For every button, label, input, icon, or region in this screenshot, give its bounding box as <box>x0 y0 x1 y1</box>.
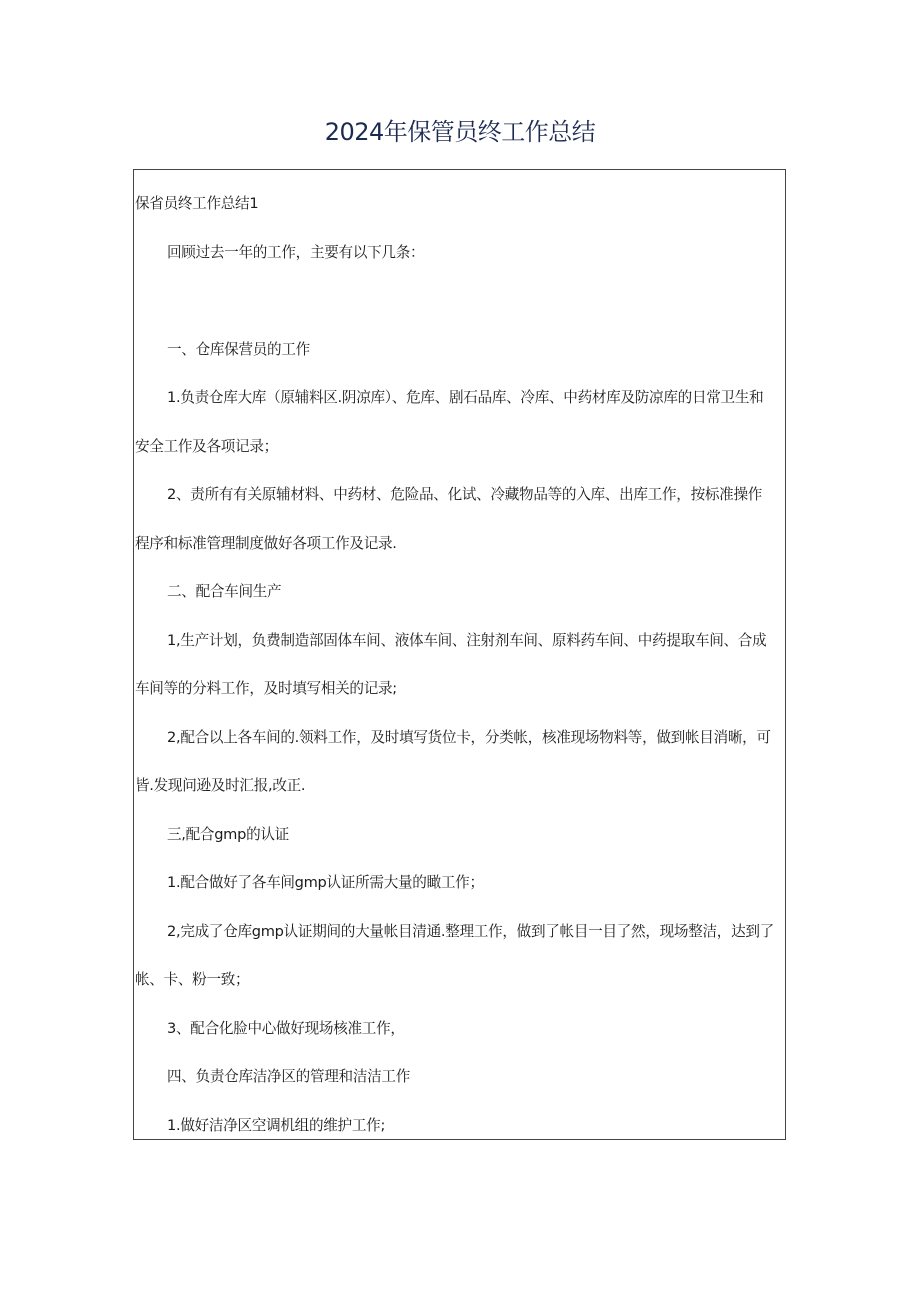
heading-2: 二、配合车间生产 <box>167 583 282 600</box>
document-title: 2024年保管员终工作总结 <box>324 118 596 146</box>
paragraph: 1,生产计划，负费制造部固体车间、液体车间、注射剂车间、原料药车间、中药提取车间、合成 <box>167 631 767 649</box>
paragraph-cont: 安全工作及各项记录； <box>135 437 278 455</box>
paragraph: 3、配合化脸中心做好现场核准工作， <box>167 1019 405 1037</box>
paragraph-cont: 帐、卡、粉一致； <box>135 971 250 988</box>
heading-3: 三,配合gmp的认证 <box>167 825 289 843</box>
paragraph: 1.配合做好了各车间gmp认证所需大量的瞰工作； <box>167 874 484 891</box>
heading-1: 一、仓库保营员的工作 <box>167 340 310 358</box>
paragraph: 2、责所有有关原辅材料、中药材、危险品、化试、冷藏物品等的入库、出库工作，按标准操作 <box>167 486 763 503</box>
content-box <box>133 169 786 1140</box>
paragraph: 1.做好洁净区空调机组的维护工作; <box>167 1116 386 1134</box>
paragraph: 回顾过去一年的工作，主要有以下几条： <box>167 243 425 261</box>
paragraph-cont: 皆.发现问逊及时汇报,改正. <box>135 777 306 794</box>
paragraph-cont: 车间等的分料工作，及时填写相关的记录; <box>135 680 397 697</box>
blank-line <box>134 277 785 326</box>
paragraph: 2,完成了仓库gmp认证期间的大量帐目清通.整理工作，做到了帐目一目了然，现场整洁，达到了 <box>167 922 774 940</box>
heading-4: 四、负责仓库洁净区的管理和洁洁工作 <box>167 1068 410 1085</box>
section-heading: 保省员终工作总结1 <box>135 195 259 212</box>
paragraph-cont: 程序和标准管理制度做好各项工作及记录. <box>135 534 397 552</box>
paragraph: 1.负责仓库大库（原辅料区.阴凉库）、危库、剧石品库、冷库、中药材库及防凉库的日常卫生和 <box>167 389 764 406</box>
paragraph: 2,配合以上各车间的.领料工作，及时填写货位卡，分类帐，核准现场物料等，做到帐目消晰，可 <box>167 728 771 746</box>
